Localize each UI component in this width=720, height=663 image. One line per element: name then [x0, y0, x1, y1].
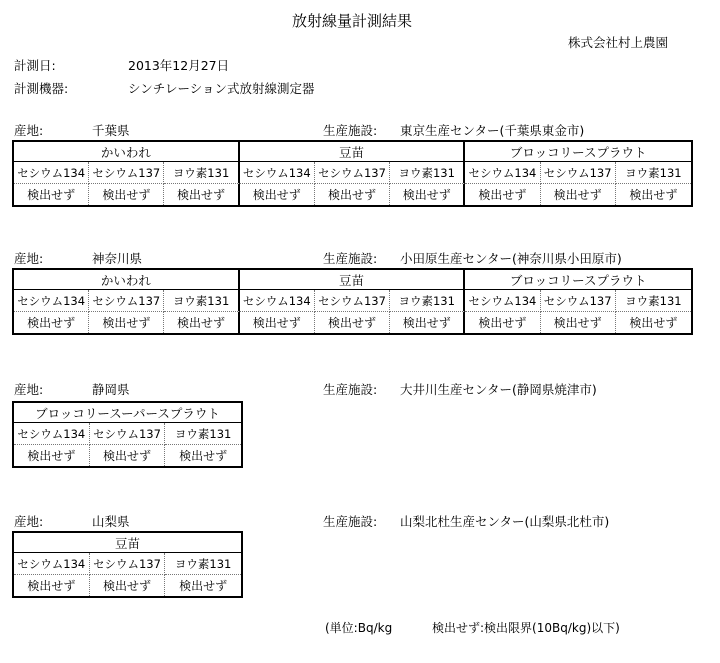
- isotope-header: セシウム137: [90, 423, 166, 445]
- page-title: 放射線量計測結果: [292, 12, 413, 30]
- result-cell: 検出せず: [14, 312, 89, 333]
- isotope-header: セシウム137: [89, 162, 164, 184]
- result-cell: 検出せず: [629, 316, 678, 330]
- result-cell: 検出せず: [465, 184, 540, 205]
- result-cell: 検出せず: [315, 312, 390, 333]
- isotope-header: セシウム137: [89, 290, 164, 312]
- facility-label: 生産施設:: [323, 514, 378, 529]
- result-cell: 検出せず: [90, 445, 166, 466]
- isotope-header: セシウム134: [14, 553, 90, 575]
- origin-value: 静岡県: [92, 382, 130, 397]
- isotope-header: ヨウ素131: [616, 162, 691, 184]
- facility-label: 生産施設:: [323, 382, 378, 397]
- results-table-yamanashi: [12, 531, 243, 598]
- date-label: 計測日:: [14, 58, 56, 73]
- isotope-header: ヨウ素131: [164, 290, 239, 312]
- origin-value: 神奈川県: [92, 251, 143, 266]
- results-table-chiba: [12, 140, 693, 207]
- isotope-header: ヨウ素131: [390, 162, 465, 184]
- company-name: 株式会社村上農園: [568, 35, 669, 50]
- unit-note: (単位:Bq/kg: [325, 621, 393, 635]
- result-cell: 検出せず: [14, 184, 89, 205]
- result-cell: 検出せず: [629, 188, 678, 202]
- origin-value: 千葉県: [92, 123, 130, 138]
- result-cell: 検出せず: [240, 312, 315, 333]
- result-cell: 検出せず: [14, 575, 90, 596]
- isotope-header: セシウム137: [541, 290, 616, 312]
- isotope-header: セシウム134: [240, 162, 315, 184]
- date-value: 2013年12月27日: [128, 58, 230, 73]
- isotope-header: ヨウ素131: [165, 553, 241, 575]
- facility-value: 山梨北杜生産センター(山梨県北杜市): [400, 514, 610, 529]
- result-cell: 検出せず: [179, 579, 228, 593]
- result-cell: 検出せず: [390, 184, 465, 205]
- product-header: かいわれ: [14, 270, 240, 290]
- device-label: 計測機器:: [14, 81, 69, 96]
- isotope-header: セシウム134: [465, 290, 540, 312]
- result-cell: 検出せず: [179, 449, 228, 463]
- result-cell: 検出せず: [164, 184, 239, 205]
- product-header: かいわれ: [14, 142, 240, 162]
- result-cell: 検出せず: [315, 184, 390, 205]
- product-header: ブロッコリースーパースプラウト: [14, 403, 241, 423]
- product-header: ブロッコリースプラウト: [465, 270, 691, 290]
- product-header: 豆苗: [240, 270, 466, 290]
- isotope-header: セシウム134: [14, 423, 90, 445]
- isotope-header: ヨウ素131: [164, 162, 239, 184]
- origin-label: 産地:: [14, 251, 44, 266]
- product-header: ブロッコリースプラウト: [465, 142, 691, 162]
- isotope-header: ヨウ素131: [616, 290, 691, 312]
- result-cell: 検出せず: [390, 312, 465, 333]
- results-table-kanagawa: [12, 268, 693, 335]
- isotope-header: セシウム137: [315, 162, 390, 184]
- product-header: 豆苗: [240, 142, 466, 162]
- product-header: 豆苗: [14, 533, 241, 553]
- isotope-header: セシウム134: [465, 162, 540, 184]
- results-table-shizuoka: [12, 401, 243, 468]
- facility-label: 生産施設:: [323, 123, 378, 138]
- result-cell: 検出せず: [240, 184, 315, 205]
- result-cell: 検出せず: [164, 312, 239, 333]
- result-cell: 検出せず: [541, 312, 616, 333]
- isotope-header: セシウム134: [14, 290, 89, 312]
- isotope-header: セシウム137: [541, 162, 616, 184]
- facility-value: 東京生産センター(千葉県東金市): [400, 123, 585, 138]
- facility-value: 大井川生産センター(静岡県焼津市): [400, 382, 597, 397]
- result-cell: 検出せず: [465, 312, 540, 333]
- isotope-header: ヨウ素131: [390, 290, 465, 312]
- origin-label: 産地:: [14, 123, 44, 138]
- result-cell: 検出せず: [90, 575, 166, 596]
- origin-label: 産地:: [14, 514, 44, 529]
- result-cell: 検出せず: [541, 184, 616, 205]
- origin-value: 山梨県: [92, 514, 130, 529]
- isotope-header: セシウム134: [14, 162, 89, 184]
- isotope-header: セシウム137: [90, 553, 166, 575]
- isotope-header: セシウム137: [315, 290, 390, 312]
- detection-limit-note: 検出せず:検出限界(10Bq/kg)以下): [432, 621, 620, 635]
- isotope-header: セシウム134: [240, 290, 315, 312]
- origin-label: 産地:: [14, 382, 44, 397]
- facility-value: 小田原生産センター(神奈川県小田原市): [400, 251, 622, 266]
- result-cell: 検出せず: [14, 445, 90, 466]
- isotope-header: ヨウ素131: [165, 423, 241, 445]
- device-value: シンチレーション式放射線測定器: [128, 81, 315, 96]
- result-cell: 検出せず: [89, 184, 164, 205]
- facility-label: 生産施設:: [323, 251, 378, 266]
- result-cell: 検出せず: [89, 312, 164, 333]
